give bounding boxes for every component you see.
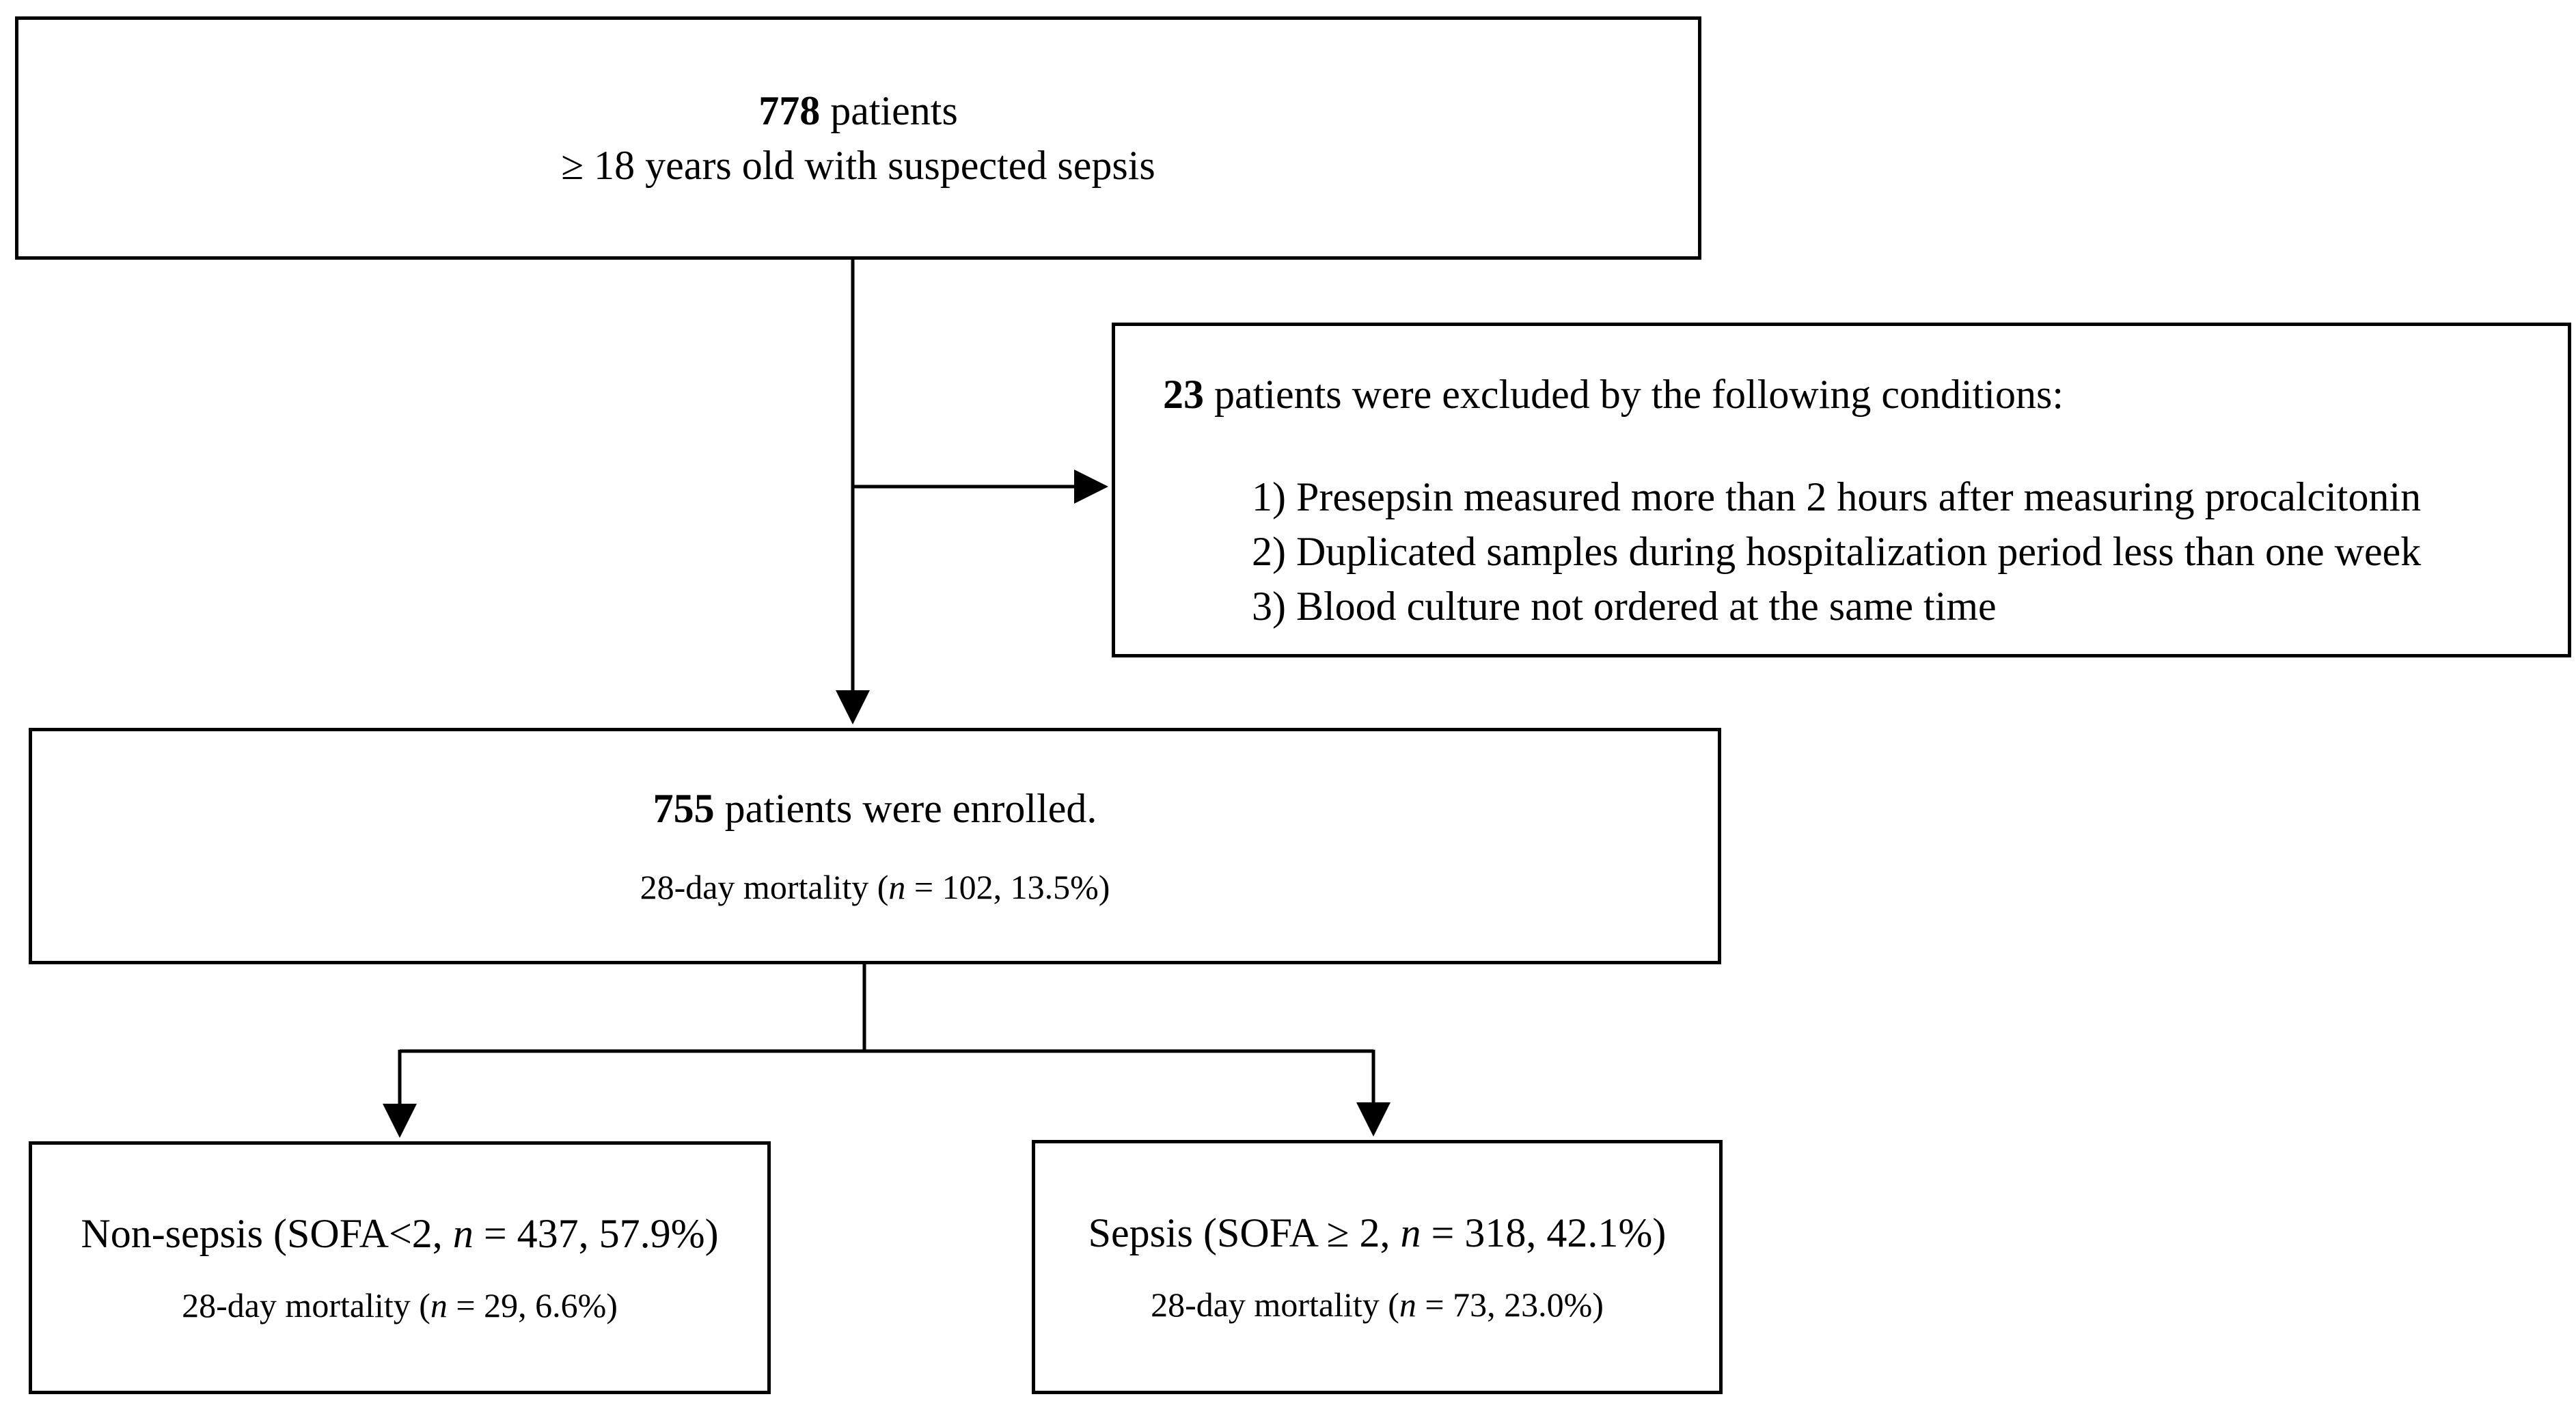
sepsis-title xyxy=(1088,1206,1667,1260)
exclusion-reason-1: 1) Presepsin measured more than 2 hours after measuring procalcitonin xyxy=(1252,474,2422,519)
screened-criteria: ≥ 18 years old with suspected sepsis xyxy=(561,143,1155,188)
sepsis-mortality xyxy=(1151,1281,1604,1329)
excluded-count: 23 xyxy=(1163,372,1204,417)
non-sepsis-box xyxy=(29,1141,771,1394)
non-sepsis-mortality-n-symbol: n xyxy=(430,1286,448,1324)
excluded-header xyxy=(1163,367,2064,422)
enrolled-mortality-suffix: = 102, 13.5%) xyxy=(905,868,1110,906)
non-sepsis-mortality-suffix: = 29, 6.6%) xyxy=(447,1286,618,1324)
exclusion-reason-2: 2) Duplicated samples during hospitalization period less than one week xyxy=(1252,529,2422,574)
non-sepsis-title xyxy=(81,1206,718,1261)
excluded-patients-box xyxy=(1112,323,2571,657)
exclusion-reason-3: 3) Blood culture not ordered at the same time xyxy=(1252,584,1997,629)
enrolled-count: 755 xyxy=(653,786,715,831)
non-sepsis-title-prefix: Non-sepsis (SOFA<2, xyxy=(81,1211,453,1256)
screened-label: patients xyxy=(820,88,958,133)
sepsis-title-suffix: = 318, 42.1%) xyxy=(1421,1210,1667,1255)
non-sepsis-mortality xyxy=(182,1281,618,1329)
sepsis-n-symbol: n xyxy=(1400,1210,1421,1255)
non-sepsis-title-suffix: = 437, 57.9%) xyxy=(473,1211,719,1256)
sepsis-title-prefix: Sepsis (SOFA ≥ 2, xyxy=(1088,1210,1401,1255)
enrolled-label: patients were enrolled. xyxy=(714,786,1097,831)
sepsis-mortality-prefix: 28-day mortality ( xyxy=(1151,1286,1399,1324)
enrolled-mortality xyxy=(640,863,1110,911)
exclusion-reasons-list xyxy=(1252,470,2421,634)
enrolled-n-symbol: n xyxy=(888,868,906,906)
sepsis-box xyxy=(1032,1140,1723,1394)
non-sepsis-n-symbol: n xyxy=(452,1211,474,1256)
screened-patients-box xyxy=(15,16,1701,260)
screened-count: 778 xyxy=(758,88,821,133)
enrolled-count-line xyxy=(653,781,1097,836)
screened-count-line xyxy=(758,83,958,138)
excluded-label: patients were excluded by the following conditions: xyxy=(1204,372,2064,417)
sepsis-mortality-suffix: = 73, 23.0%) xyxy=(1416,1286,1604,1324)
non-sepsis-mortality-prefix: 28-day mortality ( xyxy=(182,1286,430,1324)
enrolled-mortality-prefix: 28-day mortality ( xyxy=(640,868,889,906)
sepsis-mortality-n-symbol: n xyxy=(1399,1286,1416,1324)
enrolled-patients-box xyxy=(29,728,1721,964)
